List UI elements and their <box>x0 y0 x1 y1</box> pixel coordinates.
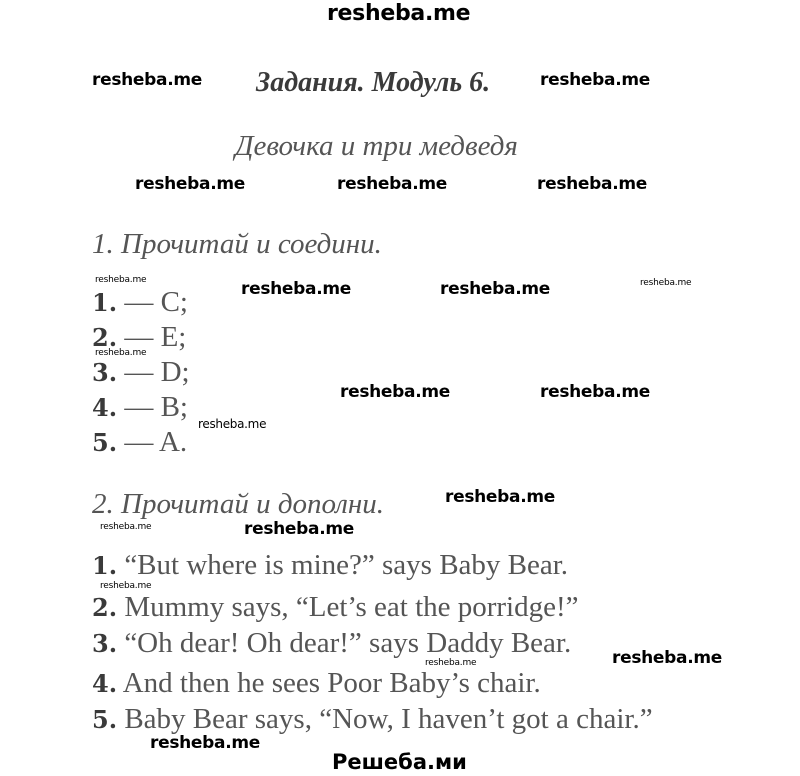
watermark: resheba.me <box>135 174 246 194</box>
task1-item: 2. — E; <box>92 321 187 353</box>
task2-item: 2. Mummy says, “Let’s eat the porridge!” <box>92 591 579 623</box>
watermark: resheba.me <box>540 382 651 402</box>
task2-item: 5. Baby Bear says, “Now, I haven’t got a chair.” <box>92 703 653 735</box>
task1-heading: 1. Прочитай и соедини. <box>92 228 382 260</box>
watermark: resheba.me <box>537 174 648 194</box>
watermark: resheba.me <box>198 417 267 431</box>
watermark: resheba.me <box>340 382 451 402</box>
watermark: resheba.me <box>244 519 355 539</box>
task2-heading: 2. Прочитай и дополни. <box>92 488 385 520</box>
watermark: resheba.me <box>95 348 147 358</box>
watermark: resheba.me <box>337 174 448 194</box>
watermark: resheba.me <box>95 275 147 285</box>
watermark: resheba.me <box>92 70 203 90</box>
watermark: resheba.me <box>100 581 152 591</box>
header-site-name: resheba.me <box>327 1 471 26</box>
watermark: resheba.me <box>150 733 261 753</box>
page-title: Задания. Модуль 6. <box>256 67 491 98</box>
task2-item: 1. “But where is mine?” says Baby Bear. <box>92 549 569 581</box>
task1-item: 4. — B; <box>92 391 188 423</box>
watermark: resheba.me <box>612 648 723 668</box>
watermark: resheba.me <box>241 279 352 299</box>
watermark: resheba.me <box>440 279 551 299</box>
task1-item: 5. — A. <box>92 426 188 458</box>
task2-item: 4. And then he sees Poor Baby’s chair. <box>92 667 541 699</box>
task1-item: 3. — D; <box>92 356 190 388</box>
watermark: resheba.me <box>445 487 556 507</box>
task2-item: 3. “Oh dear! Oh dear!” says Daddy Bear. <box>92 627 572 659</box>
watermark: resheba.me <box>540 70 651 90</box>
footer-site-name: Решеба.ми <box>332 750 467 774</box>
watermark: resheba.me <box>640 278 692 288</box>
page-subtitle: Девочка и три медведя <box>235 130 518 162</box>
watermark: resheba.me <box>425 658 477 668</box>
task1-item: 1. — C; <box>92 286 188 318</box>
watermark: resheba.me <box>100 522 152 532</box>
